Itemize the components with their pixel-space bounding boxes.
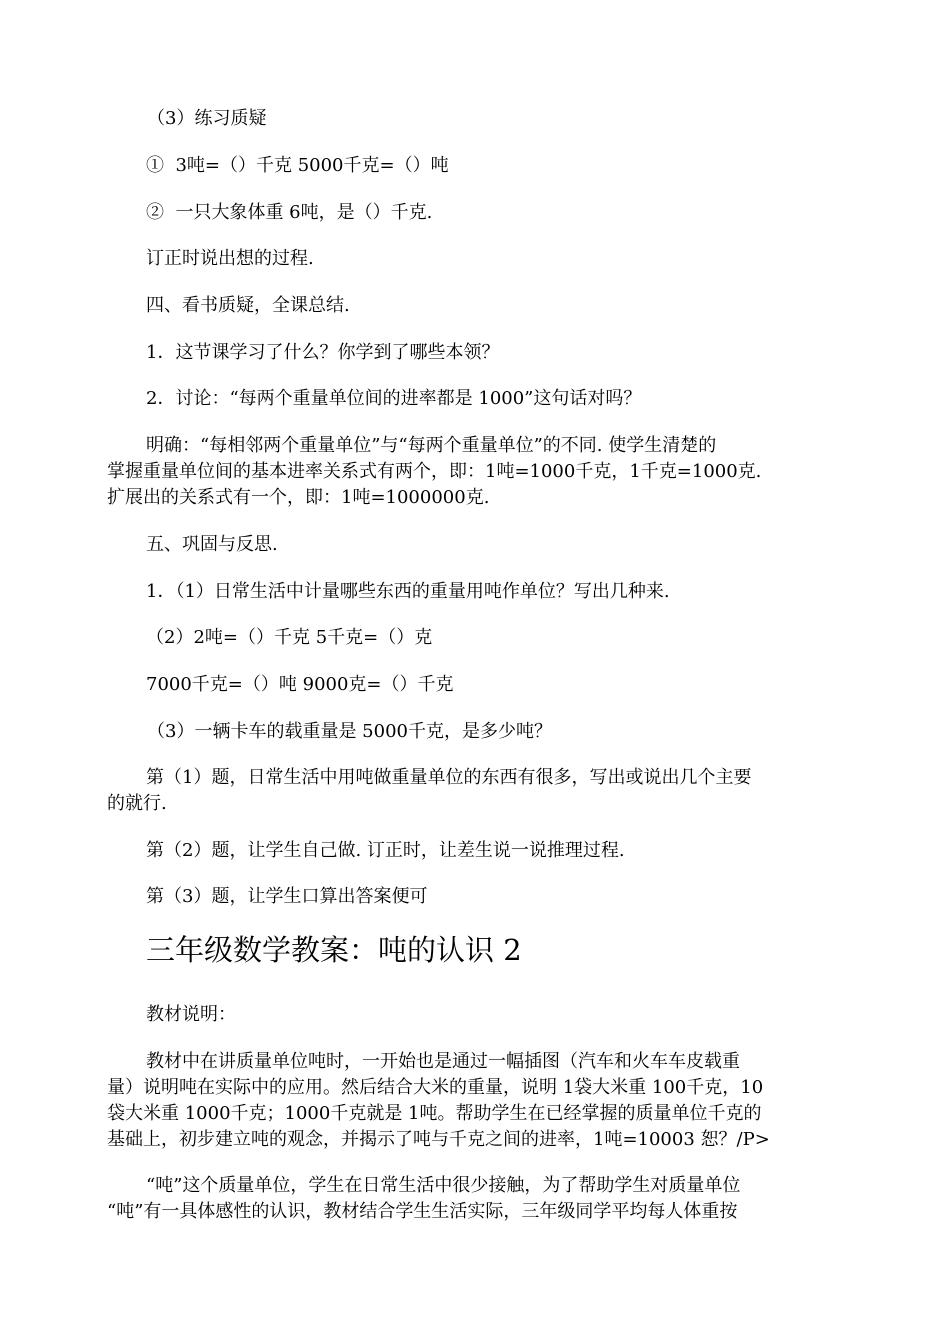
- text-line: 四、看书质疑，全课总结.: [146, 295, 350, 316]
- text-line: 第（1）题，日常生活中用吨做重量单位的东西有很多，写出或说出几个主要: [146, 767, 752, 788]
- text-line: “吨”这个质量单位，学生在日常生活中很少接触，为了帮助学生对质量单位: [146, 1175, 741, 1196]
- text-line: 第（2）题，让学生自己做. 订正时，让差生说一说推理过程.: [146, 840, 625, 861]
- text-line: 五、巩固与反思.: [146, 534, 278, 555]
- text-line: （2）2吨=（）千克 5千克=（）克: [146, 627, 433, 648]
- text-line: ① 3吨=（）千克 5000千克=（）吨: [146, 155, 449, 176]
- text-line: 7000千克=（）吨 9000克=（）千克: [146, 674, 454, 695]
- text-line: （3）一辆卡车的载重量是 5000千克，是多少吨？: [147, 721, 552, 742]
- text-line: 的就行.: [107, 793, 167, 814]
- text-line: 教材说明：: [146, 1004, 236, 1025]
- text-line: 1．这节课学习了什么？你学到了哪些本领？: [146, 342, 500, 363]
- text-line: 1．（1）日常生活中计量哪些东西的重量用吨作单位？写出几种来.: [146, 581, 670, 602]
- text-line: 掌握重量单位间的基本进率关系式有两个，即：1吨=1000千克，1千克=1000克.: [107, 461, 762, 482]
- text-line: 量）说明吨在实际中的应用。然后结合大米的重量，说明 1袋大米重 100千克，10: [107, 1077, 764, 1098]
- text-line: 2．讨论：“每两个重量单位间的进率都是 1000”这句话对吗？: [146, 388, 642, 409]
- text-line: （3）练习质疑: [147, 108, 267, 129]
- text-line: 明确：“每相邻两个重量单位”与“每两个重量单位”的不同. 使学生清楚的: [146, 435, 717, 456]
- text-line: 教材中在讲质量单位吨时，一开始也是通过一幅插图（汽车和火车车皮载重: [146, 1051, 740, 1072]
- text-line: ② 一只大象体重 6吨，是（）千克.: [146, 202, 433, 223]
- text-line: “吨”有一具体感性的认识，教材结合学生生活实际，三年级同学平均每人体重按: [107, 1201, 738, 1222]
- text-line: 扩展出的关系式有一个，即：1吨=1000000克.: [107, 487, 490, 508]
- section-heading: 三年级数学教案：吨的认识 2: [146, 933, 522, 967]
- text-line: 订正时说出想的过程.: [146, 248, 314, 269]
- text-line: 袋大米重 1000千克；1000千克就是 1吨。帮助学生在已经掌握的质量单位千克的: [107, 1103, 762, 1124]
- text-line: 第（3）题，让学生口算出答案便可: [146, 886, 428, 907]
- text-line: 基础上，初步建立吨的观念，并揭示了吨与千克之间的进率，1吨=10003 恕？/P>: [107, 1129, 770, 1150]
